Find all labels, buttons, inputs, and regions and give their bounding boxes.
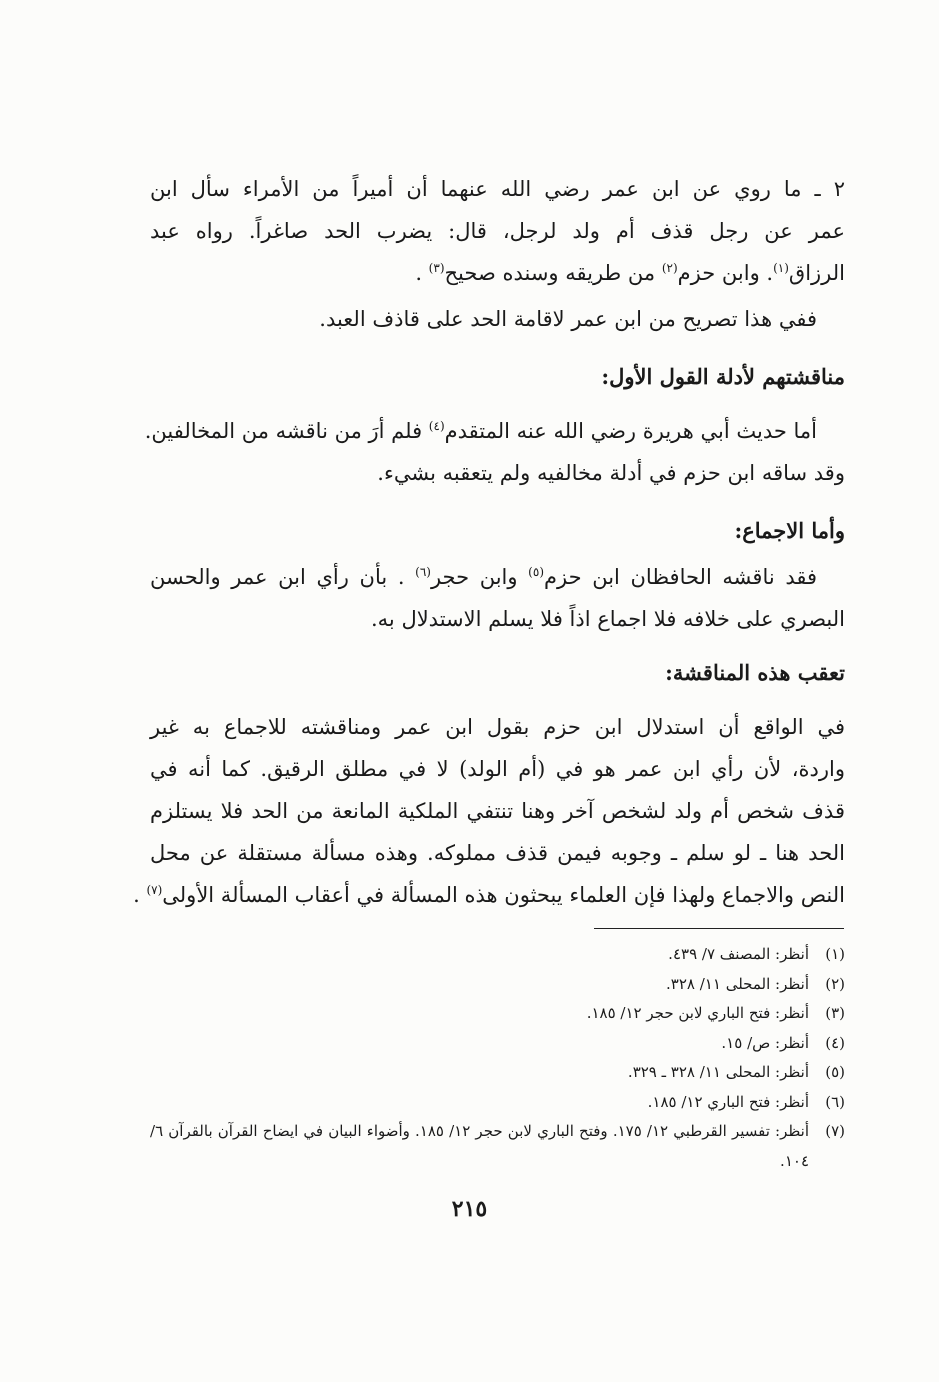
paragraph-line: واردة، لأن رأي ابن عمر هو في (أم الولد) لا في مطلق الرقيق. كما أنه في bbox=[150, 757, 845, 781]
paragraph-5 bbox=[133, 706, 845, 916]
paragraph-3 bbox=[144, 410, 845, 494]
footnote-number: (٥) bbox=[825, 1063, 845, 1081]
footnote-number: (٢) bbox=[825, 974, 845, 993]
paragraph-line: ٢ ـ ما روي عن ابن عمر رضي الله عنهما أن أميراً من الأمراء سأل ابن bbox=[150, 177, 845, 201]
footnote-text: أنظر: فتح الباري لابن حجر ١٢/ ١٨٥. bbox=[586, 1004, 809, 1022]
footnote-item bbox=[150, 1088, 845, 1118]
footnote-text: أنظر: ص/ ١٥. bbox=[721, 1033, 809, 1052]
paragraph-line bbox=[133, 874, 845, 916]
text-run: . بأن رأي ابن عمر والحسن bbox=[150, 565, 416, 589]
text-run: وابن حجر bbox=[430, 565, 529, 589]
paragraph-line: في الواقع أن استدلال ابن حزم بقول ابن عمر ومناقشته للاجماع به غير bbox=[150, 715, 845, 739]
section-heading-2: وأما الاجماع: bbox=[734, 518, 845, 543]
section-heading-3: تعقب هذه المناقشة: bbox=[665, 660, 845, 685]
footnote-number: (٧) bbox=[825, 1122, 845, 1140]
paragraph-line: البصري على خلافه فلا اجماع اذاً فلا يسلم الاستدلال به. bbox=[370, 607, 845, 631]
paragraph-line bbox=[144, 410, 845, 452]
footnote-separator bbox=[594, 928, 844, 929]
page-number: ٢١٥ bbox=[451, 1196, 488, 1222]
footnote-text: أنظر: المصنف ٧/ ٤٣٩. bbox=[668, 945, 809, 963]
footnote-text: أنظر: المحلى ١١/ ٣٢٨. bbox=[666, 974, 809, 993]
section-heading-1: مناقشتهم لأدلة القول الأول: bbox=[601, 364, 845, 389]
footnote-text: أنظر: المحلى ١١/ ٣٢٨ ـ ٣٢٩. bbox=[627, 1063, 809, 1081]
footnote-number: (٣) bbox=[825, 1004, 845, 1022]
footnote-number: (٤) bbox=[825, 1033, 845, 1052]
footnote-item bbox=[150, 1058, 845, 1088]
text-run: . وابن حزم bbox=[677, 261, 774, 285]
footnote-item bbox=[150, 999, 845, 1029]
paragraph-line bbox=[150, 252, 845, 294]
text-run: فقد ناقشه الحافظان ابن حزم bbox=[544, 565, 818, 589]
footnote-ref-5[interactable]: (٥) bbox=[528, 565, 544, 579]
paragraph-line: قذف شخص أم ولد لشخص آخر وهنا تنتفي الملكية المانعة من الحد فلا يستلزم bbox=[150, 799, 845, 823]
footnote-item bbox=[150, 970, 845, 1000]
paragraph-line: الحد هنا ـ لو سلم ـ وجوبه فيمن قذف مملوكه. وهذه مسألة مستقلة عن محل bbox=[150, 841, 845, 865]
paragraph-line: ففي هذا تصريح من ابن عمر لاقامة الحد على قاذف العبد. bbox=[319, 307, 817, 331]
paragraph-line: وقد ساقه ابن حزم في أدلة مخالفيه ولم يتعقبه بشيء. bbox=[377, 461, 845, 485]
paragraph-line: عمر عن رجل قذف أم ولد لرجل، قال: يضرب الحد صاغراً. رواه عبد bbox=[150, 219, 845, 243]
footnote-number: (٦) bbox=[825, 1092, 845, 1111]
footnote-item bbox=[150, 1029, 845, 1059]
footnote-ref-6[interactable]: (٦) bbox=[415, 565, 431, 579]
footnote-ref-3[interactable]: (٣) bbox=[428, 261, 445, 275]
footnote-text: أنظر: فتح الباري ١٢/ ١٨٥. bbox=[647, 1092, 809, 1111]
footnote-ref-1[interactable]: (١) bbox=[773, 261, 789, 275]
footnote-text: أنظر: تفسير القرطبي ١٢/ ١٧٥. وفتح الباري لابن حجر ١٢/ ١٨٥. وأضواء البيان في ايضاح القرآن بالقرآن ٦/ ١٠٤. bbox=[150, 1122, 810, 1170]
text-run: . bbox=[415, 261, 429, 285]
footnote-ref-4[interactable]: (٤) bbox=[428, 419, 445, 433]
footnotes bbox=[150, 940, 845, 1176]
paragraph-line bbox=[150, 556, 845, 598]
text-run: من طريقه وسنده صحيح bbox=[444, 261, 662, 285]
text-run: الرزاق bbox=[788, 261, 845, 285]
text-run: أما حديث أبي هريرة رضي الله عنه المتقدم bbox=[444, 419, 817, 443]
footnote-item bbox=[150, 940, 845, 970]
text-run: النص والاجماع ولهذا فإن العلماء يبحثون هذه المسألة في أعقاب المسألة الأولى bbox=[162, 883, 845, 907]
paragraph-2 bbox=[150, 298, 845, 340]
text-run: فلم أرَ من ناقشه من المخالفين. bbox=[144, 419, 429, 443]
footnote-ref-7[interactable]: (٧) bbox=[146, 883, 163, 897]
paragraph-1 bbox=[150, 168, 845, 294]
text-run: . bbox=[133, 883, 147, 907]
footnote-ref-2[interactable]: (٢) bbox=[661, 261, 678, 275]
footnote-number: (١) bbox=[825, 945, 845, 963]
footnote-item bbox=[150, 1117, 845, 1176]
paragraph-4 bbox=[150, 556, 845, 640]
